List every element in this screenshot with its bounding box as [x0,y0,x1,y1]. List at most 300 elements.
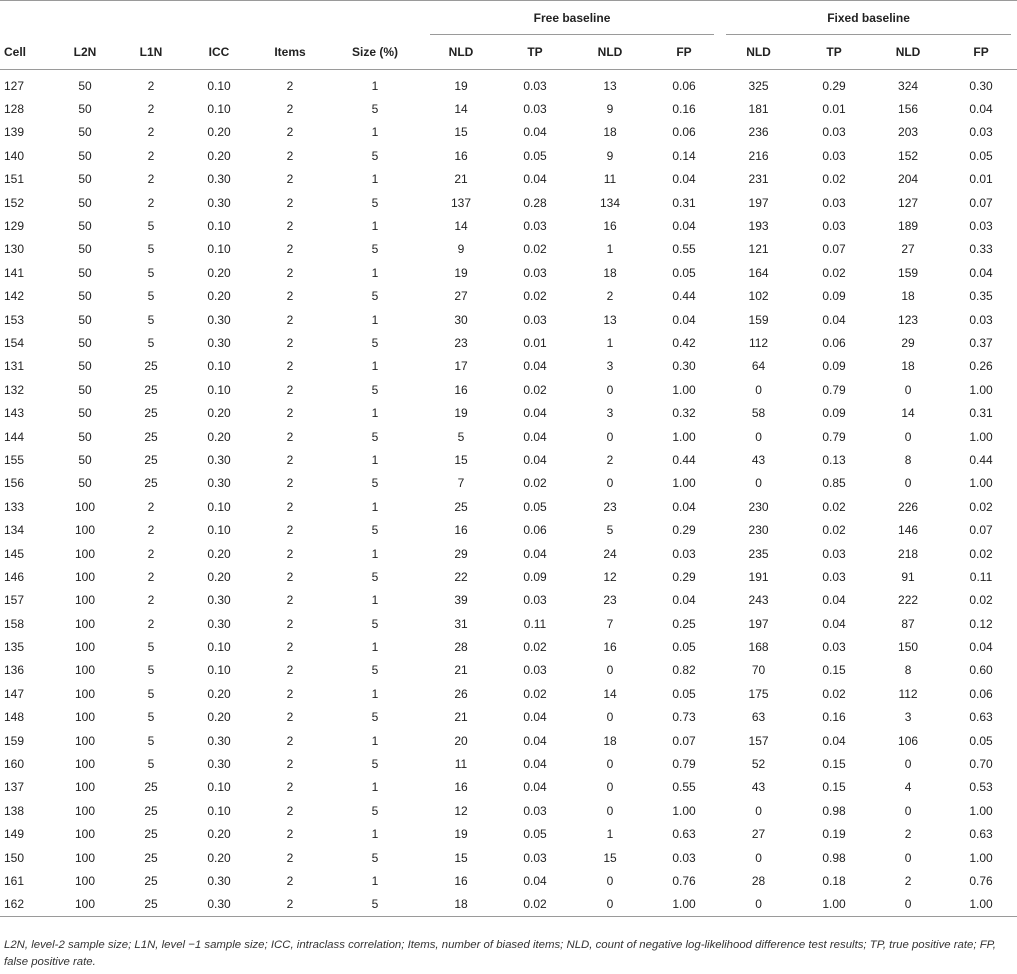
cell-items: 2 [286,102,294,117]
cell-fixed-nld-1: 216 [748,148,769,163]
cell-free-nld-1: 21 [454,710,468,725]
cell-fixed-tp: 0.85 [822,476,846,491]
cell-fixed-nld-2: 0 [904,476,912,491]
cell-size: 5 [371,803,379,818]
table-footnote: L2N, level-2 sample size; L1N, level −1 sample size; ICC, intraclass correlation; Items, number of biased items; NLD, count of negative log-likelihood difference test results; TP, true positive rate; FP, false positive rate. [4,939,996,968]
cell-free-fp: 0.63 [672,827,696,842]
fixed-baseline-header [720,1,1017,36]
cell-l1n: 25 [144,780,158,795]
cell-fixed-fp: 0.02 [969,546,993,561]
cell-size: 1 [371,125,379,140]
column-header-free-nld-2: NLD [597,45,623,59]
cell-fixed-fp: 0.76 [969,873,993,888]
cell-fixed-nld-2: 123 [898,312,919,327]
cell-free-tp: 0.02 [523,686,547,701]
table-row [0,776,1017,799]
cell-free-nld-2: 24 [603,546,617,561]
cell-l2n: 50 [78,452,92,467]
cell-free-tp: 0.04 [523,125,547,140]
cell-free-nld-2: 15 [603,850,617,865]
cell-fixed-nld-1: 193 [748,219,769,234]
cell-free-fp: 0.04 [672,172,696,187]
cell-free-nld-1: 26 [454,686,468,701]
cell-free-tp: 0.04 [523,733,547,748]
cell-icc: 0.30 [207,757,231,772]
cell-free-fp: 1.00 [672,382,696,397]
cell-fixed-nld-1: 164 [748,265,769,280]
cell-fixed-nld-1: 52 [751,757,766,772]
cell-fixed-nld-2: 18 [901,359,915,374]
cell-fixed-nld-1: 121 [748,242,769,257]
cell-free-tp: 0.04 [523,780,547,795]
cell-fixed-tp: 0.02 [822,686,846,701]
cell-free-nld-2: 134 [599,195,621,210]
cell-icc: 0.20 [207,569,231,584]
cell-fixed-tp: 0.09 [822,359,846,374]
cell-size: 5 [371,335,379,350]
cell-free-fp: 0.30 [672,359,696,374]
cell-items: 2 [286,873,294,888]
cell-items: 2 [286,219,294,234]
cell-icc: 0.20 [207,148,231,163]
cell-cell: 158 [4,616,25,631]
cell-l2n: 50 [78,242,92,257]
cell-fixed-fp: 0.02 [969,593,993,608]
cell-fixed-nld-2: 0 [904,382,912,397]
cell-fixed-tp: 0.19 [822,827,846,842]
table-row [0,752,1017,775]
cell-l2n: 100 [74,733,96,748]
cell-fixed-fp: 0.06 [969,686,993,701]
cell-free-tp: 0.02 [523,476,547,491]
cell-free-nld-1: 15 [454,452,468,467]
column-header-fixed-nld-1: NLD [746,45,771,59]
cell-l2n: 50 [78,172,92,187]
table-row [0,401,1017,424]
cell-fixed-nld-2: 112 [898,686,918,701]
cell-l1n: 2 [147,499,155,514]
cell-size: 5 [371,195,379,210]
cell-size: 1 [371,406,379,421]
cell-items: 2 [286,312,294,327]
free-baseline-header [424,1,720,36]
cell-free-nld-1: 15 [454,850,468,865]
cell-l1n: 2 [147,546,155,561]
cell-fixed-fp: 0.01 [969,172,993,187]
cell-free-nld-1: 16 [454,148,468,163]
cell-free-fp: 0.06 [672,78,696,93]
cell-l1n: 5 [147,663,155,678]
cell-fixed-nld-1: 0 [755,850,762,865]
cell-fixed-fp: 0.03 [969,219,993,234]
cell-fixed-nld-2: 189 [898,219,919,234]
table-row [0,472,1017,495]
cell-cell: 152 [4,195,25,210]
cell-l2n: 100 [74,803,96,818]
cell-free-nld-1: 17 [454,359,468,374]
cell-free-tp: 0.09 [523,569,547,584]
cell-size: 1 [371,827,379,842]
cell-l2n: 50 [78,219,92,234]
cell-l1n: 25 [144,897,158,912]
cell-fixed-nld-2: 3 [904,710,912,725]
column-header-free-fp: FP [676,45,692,59]
cell-l1n: 25 [144,359,158,374]
cell-size: 5 [371,429,379,444]
cell-fixed-nld-1: 230 [748,523,769,538]
cell-free-fp: 0.04 [672,219,696,234]
cell-l1n: 25 [144,873,158,888]
table-row [0,97,1017,120]
cell-fixed-nld-2: 2 [904,873,912,888]
cell-free-nld-2: 14 [603,686,617,701]
cell-cell: 147 [4,686,25,701]
cell-icc: 0.10 [207,499,231,514]
cell-l1n: 5 [147,335,155,350]
cell-fixed-tp: 0.16 [822,710,846,725]
cell-items: 2 [286,78,294,93]
cell-free-nld-2: 11 [603,172,617,187]
column-header-cell: Cell [4,45,27,59]
cell-cell: 140 [4,148,25,163]
cell-icc: 0.20 [207,265,231,280]
table-row [0,308,1017,331]
cell-cell: 145 [4,546,25,561]
cell-free-tp: 0.03 [523,312,547,327]
cell-l1n: 2 [147,125,155,140]
cell-free-nld-1: 39 [454,593,468,608]
cell-l2n: 100 [74,897,96,912]
table-row [0,238,1017,261]
cell-items: 2 [286,265,294,280]
cell-fixed-nld-2: 0 [904,850,912,865]
cell-fixed-nld-1: 112 [748,335,769,350]
cell-fixed-fp: 0.31 [969,406,993,421]
cell-cell: 161 [4,873,25,888]
cell-items: 2 [286,546,294,561]
fixed-baseline-label: Fixed baseline [827,11,910,25]
cell-free-tp: 0.04 [523,406,547,421]
cell-free-fp: 0.04 [672,593,696,608]
cell-size: 5 [371,289,379,304]
cell-fixed-nld-2: 146 [898,523,919,538]
cell-cell: 154 [4,335,25,350]
cell-free-tp: 0.05 [523,827,547,842]
cell-free-tp: 0.04 [523,429,547,444]
cell-free-nld-2: 16 [603,640,617,655]
cell-icc: 0.20 [207,289,231,304]
cell-l1n: 2 [147,569,155,584]
cell-fixed-fp: 0.05 [969,148,993,163]
cell-free-fp: 0.31 [672,195,696,210]
cell-free-nld-2: 0 [606,429,614,444]
cell-l2n: 100 [74,663,96,678]
cell-free-fp: 0.55 [672,780,696,795]
cell-icc: 0.20 [207,827,231,842]
table-row [0,191,1017,214]
cell-fixed-nld-1: 43 [751,780,766,795]
cell-items: 2 [286,757,294,772]
cell-fixed-nld-1: 27 [751,827,766,842]
cell-fixed-nld-1: 102 [748,289,769,304]
cell-free-fp: 0.79 [672,757,696,772]
table-row [0,682,1017,705]
cell-free-nld-2: 3 [606,359,614,374]
cell-free-nld-1: 9 [457,242,465,257]
cell-fixed-nld-2: 106 [898,733,919,748]
cell-icc: 0.20 [207,429,231,444]
cell-cell: 157 [4,593,25,608]
cell-free-tp: 0.05 [523,499,547,514]
cell-cell: 133 [4,499,25,514]
cell-items: 2 [286,335,294,350]
cell-l1n: 5 [147,289,155,304]
cell-cell: 150 [4,850,25,865]
cell-cell: 136 [4,663,25,678]
cell-fixed-nld-2: 156 [898,102,919,117]
cell-fixed-fp: 0.35 [969,289,993,304]
cell-fixed-nld-1: 235 [748,546,769,561]
cell-fixed-fp: 1.00 [969,897,993,912]
cell-free-nld-1: 25 [454,499,468,514]
cell-free-tp: 0.06 [523,523,547,538]
cell-l1n: 5 [147,312,155,327]
cell-cell: 130 [4,242,25,257]
cell-free-nld-2: 2 [606,289,614,304]
cell-size: 5 [371,757,379,772]
cell-free-fp: 0.76 [672,873,696,888]
cell-size: 1 [371,359,379,374]
cell-cell: 127 [4,78,25,93]
group-header-spacer [0,1,424,36]
cell-l1n: 25 [144,382,158,397]
cell-fixed-nld-2: 127 [898,195,919,210]
table-row [0,144,1017,167]
cell-cell: 159 [4,733,25,748]
cell-fixed-fp: 0.07 [969,195,993,210]
table-row [0,331,1017,354]
cell-free-fp: 0.05 [672,686,696,701]
cell-cell: 139 [4,125,25,140]
cell-free-nld-2: 5 [606,523,614,538]
table-row [0,893,1017,917]
cell-l1n: 2 [147,593,155,608]
cell-fixed-tp: 0.13 [822,452,846,467]
cell-free-nld-2: 2 [606,452,614,467]
cell-free-tp: 0.28 [523,195,547,210]
cell-fixed-nld-1: 236 [748,125,769,140]
cell-free-nld-1: 19 [454,78,468,93]
cell-fixed-fp: 0.04 [969,265,993,280]
free-baseline-rule [430,34,714,35]
cell-fixed-tp: 0.79 [822,429,846,444]
table-row [0,706,1017,729]
table-row [0,612,1017,635]
cell-free-fp: 0.32 [672,406,696,421]
cell-fixed-nld-1: 63 [751,710,766,725]
cell-free-nld-2: 23 [603,593,617,608]
cell-free-nld-1: 31 [454,616,468,631]
cell-fixed-fp: 1.00 [969,476,993,491]
cell-l2n: 50 [78,312,92,327]
cell-size: 5 [371,102,379,117]
cell-l1n: 25 [144,827,158,842]
cell-l1n: 5 [147,733,155,748]
cell-cell: 153 [4,312,25,327]
cell-fixed-nld-2: 324 [898,78,919,93]
cell-fixed-nld-2: 204 [898,172,919,187]
cell-size: 5 [371,476,379,491]
cell-icc: 0.10 [207,78,231,93]
cell-fixed-nld-1: 0 [755,803,762,818]
cell-fixed-nld-1: 64 [751,359,766,374]
cell-cell: 146 [4,569,25,584]
cell-free-nld-1: 21 [454,172,468,187]
cell-fixed-nld-1: 197 [748,616,769,631]
table-row [0,214,1017,237]
cell-free-nld-2: 0 [606,757,614,772]
cell-free-nld-1: 11 [454,757,468,772]
cell-fixed-nld-1: 0 [755,429,762,444]
cell-free-nld-2: 16 [603,219,617,234]
cell-free-nld-2: 0 [606,382,614,397]
cell-free-tp: 0.04 [523,172,547,187]
cell-free-fp: 0.16 [672,102,696,117]
cell-icc: 0.10 [207,102,231,117]
cell-fixed-nld-1: 0 [755,382,762,397]
cell-fixed-fp: 0.02 [969,499,993,514]
table-row [0,285,1017,308]
cell-l1n: 5 [147,757,155,772]
cell-fixed-tp: 0.06 [822,335,846,350]
cell-l2n: 100 [74,710,96,725]
cell-fixed-tp: 0.03 [822,569,846,584]
cell-icc: 0.10 [207,640,231,655]
cell-l1n: 5 [147,219,155,234]
cell-fixed-tp: 0.03 [822,546,846,561]
cell-free-nld-1: 16 [454,382,468,397]
cell-fixed-tp: 0.18 [822,873,846,888]
cell-icc: 0.30 [207,195,231,210]
cell-free-nld-2: 1 [606,242,614,257]
cell-fixed-fp: 0.70 [969,757,993,772]
cell-free-tp: 0.04 [523,757,547,772]
cell-fixed-nld-1: 0 [755,897,762,912]
cell-fixed-tp: 0.09 [822,406,846,421]
cell-size: 1 [371,686,379,701]
cell-fixed-tp: 0.98 [822,803,846,818]
cell-size: 1 [371,499,379,514]
cell-fixed-nld-1: 70 [751,663,766,678]
table-row [0,425,1017,448]
cell-free-nld-2: 23 [603,499,617,514]
cell-free-fp: 1.00 [672,476,696,491]
cell-fixed-fp: 0.03 [969,312,993,327]
cell-free-nld-2: 13 [603,312,617,327]
cell-free-tp: 0.03 [523,850,547,865]
cell-l1n: 25 [144,803,158,818]
cell-cell: 155 [4,452,25,467]
cell-free-fp: 0.29 [672,523,696,538]
cell-free-nld-2: 1 [606,335,614,350]
cell-l2n: 50 [78,102,92,117]
cell-icc: 0.10 [207,663,231,678]
table-row [0,659,1017,682]
cell-l2n: 50 [78,476,92,491]
table-row [0,495,1017,518]
cell-free-fp: 0.14 [672,148,696,163]
cell-items: 2 [286,195,294,210]
free-baseline-label: Free baseline [533,11,611,25]
cell-icc: 0.30 [207,335,231,350]
cell-free-nld-1: 12 [454,803,468,818]
cell-free-tp: 0.11 [523,616,547,631]
column-header-fixed-fp: FP [973,45,989,59]
cell-fixed-fp: 0.44 [969,452,993,467]
cell-size: 5 [371,382,379,397]
table-row [0,121,1017,144]
cell-fixed-nld-2: 0 [904,897,912,912]
column-header-size: Size (%) [351,45,398,59]
cell-free-nld-1: 14 [454,102,468,117]
cell-fixed-nld-2: 29 [901,335,915,350]
cell-fixed-nld-1: 191 [748,569,769,584]
cell-cell: 134 [4,523,25,538]
cell-icc: 0.10 [207,382,231,397]
cell-free-nld-2: 18 [603,125,617,140]
table-row [0,729,1017,752]
table-row [0,70,1017,98]
cell-l2n: 100 [74,499,96,514]
cell-l2n: 100 [74,780,96,795]
cell-free-tp: 0.04 [523,452,547,467]
cell-icc: 0.30 [207,616,231,631]
cell-size: 5 [371,148,379,163]
cell-free-nld-1: 137 [450,195,472,210]
cell-cell: 162 [4,897,25,912]
cell-fixed-nld-2: 0 [904,429,912,444]
cell-cell: 143 [4,406,25,421]
cell-fixed-tp: 0.29 [822,78,846,93]
cell-icc: 0.30 [207,172,231,187]
cell-fixed-nld-2: 8 [904,452,912,467]
cell-free-tp: 0.04 [523,359,547,374]
cell-size: 5 [371,710,379,725]
cell-free-nld-1: 27 [454,289,468,304]
cell-cell: 149 [4,827,25,842]
cell-items: 2 [286,523,294,538]
cell-icc: 0.20 [207,710,231,725]
cell-size: 1 [371,733,379,748]
cell-free-fp: 0.03 [672,850,696,865]
table-row [0,168,1017,191]
cell-free-fp: 0.03 [672,546,696,561]
cell-l2n: 100 [74,686,96,701]
cell-cell: 132 [4,382,25,397]
cell-free-nld-2: 18 [603,733,617,748]
cell-l2n: 100 [74,546,96,561]
cell-fixed-fp: 0.60 [969,663,993,678]
cell-fixed-tp: 0.04 [822,593,846,608]
cell-fixed-fp: 0.63 [969,827,993,842]
cell-free-tp: 0.02 [523,289,547,304]
cell-size: 1 [371,640,379,655]
cell-fixed-tp: 0.04 [822,312,846,327]
cell-free-tp: 0.05 [523,148,547,163]
cell-free-nld-1: 19 [454,265,468,280]
cell-free-tp: 0.03 [523,78,547,93]
cell-free-fp: 0.06 [672,125,696,140]
